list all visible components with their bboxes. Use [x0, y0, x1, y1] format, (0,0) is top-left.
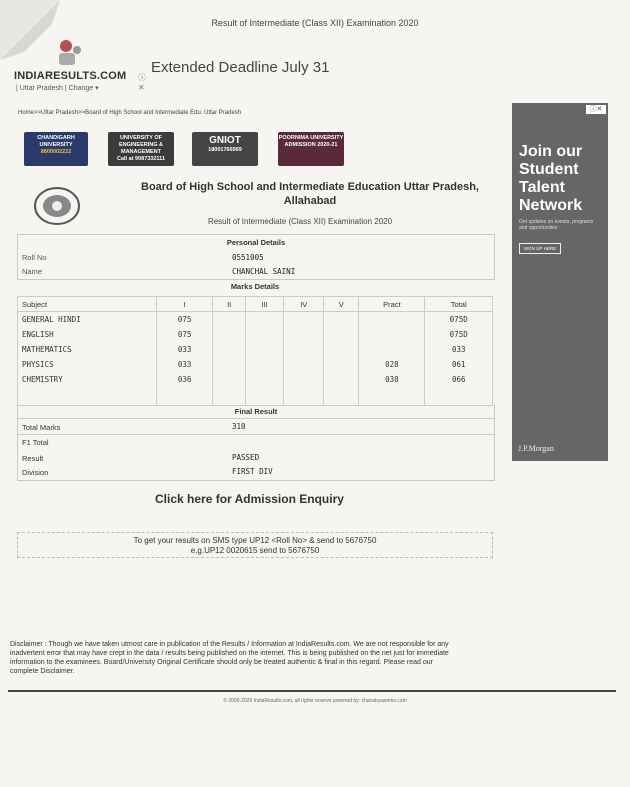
- marks-table: [17, 296, 493, 406]
- col-i: I: [157, 297, 213, 312]
- up-board-emblem: [32, 186, 82, 226]
- mark-cell: [284, 357, 324, 372]
- banner-phone: Call at 9087332111: [116, 156, 165, 162]
- table-row: [18, 357, 493, 372]
- mark-cell: [284, 372, 324, 387]
- change-link[interactable]: Change ▾: [68, 85, 99, 92]
- mark-cell: [213, 342, 246, 357]
- board-title: Board of High School and Intermediate Education Uttar Pradesh,: [141, 181, 479, 193]
- col-subject: Subject: [18, 297, 157, 312]
- table-row: [18, 342, 493, 357]
- mark-cell: [246, 357, 284, 372]
- mark-cell: [213, 357, 246, 372]
- banner-uem[interactable]: [108, 132, 174, 166]
- personal-details-heading: Personal Details: [226, 238, 286, 247]
- pract-cell: [359, 327, 425, 342]
- ad-signup-button[interactable]: SIGN UP HERE: [519, 243, 561, 254]
- mark-cell: 075: [157, 312, 213, 328]
- mark-cell: [284, 327, 324, 342]
- mark-cell: 036: [157, 372, 213, 387]
- total-cell: 061: [425, 357, 493, 372]
- col-iii: III: [246, 297, 284, 312]
- table-row: [18, 372, 493, 387]
- mark-cell: [246, 327, 284, 342]
- col-ii: II: [213, 297, 246, 312]
- state-label: | Uttar Pradesh |: [16, 85, 67, 92]
- mark-cell: 033: [157, 357, 213, 372]
- col-total: Total: [425, 297, 493, 312]
- banner-phone: 8800002222: [40, 149, 72, 155]
- banner-title: CHANDIGARH UNIVERSITY: [37, 135, 75, 148]
- table-row: [18, 327, 493, 342]
- banner-title: GNIOT: [209, 135, 241, 146]
- info-icon[interactable]: ⓘ: [138, 73, 146, 82]
- state-selector[interactable]: [16, 84, 99, 92]
- banner-title: POORNIMA UNIVERSITY: [278, 135, 344, 141]
- table-filler-row: [18, 387, 493, 406]
- mark-cell: [324, 357, 359, 372]
- ad-close-icon[interactable]: ⓘ✕: [586, 105, 606, 114]
- personal-details-section: [17, 234, 495, 280]
- footer-copyright: © 2000-2020 IndiaResults.com, all rights reserve powered by: chanakyaworks.com: [223, 698, 407, 704]
- division-value: FIRST DIV: [232, 467, 273, 476]
- name-value: CHANCHAL SAINI: [232, 267, 296, 276]
- col-v: V: [324, 297, 359, 312]
- subject-cell: CHEMISTRY: [18, 372, 157, 387]
- mark-cell: [213, 327, 246, 342]
- mark-cell: [324, 342, 359, 357]
- total-cell: 075D: [425, 327, 493, 342]
- breadcrumb[interactable]: Home>>Uttar Pradesh>>Board of High School and Intermediate Edu. Uttar Pradesh: [18, 110, 242, 116]
- marks-details-heading: Marks Details: [230, 282, 280, 291]
- ad-choices-icons[interactable]: [138, 73, 146, 93]
- pract-cell: 028: [359, 357, 425, 372]
- table-header-row: [18, 297, 493, 312]
- admission-enquiry-link[interactable]: Click here for Admission Enquiry: [155, 492, 344, 506]
- col-pract: Pract: [359, 297, 425, 312]
- student-network-ad[interactable]: [512, 103, 608, 461]
- f1-total-label: F1 Total: [22, 438, 49, 447]
- sms-line-1: To get your results on SMS type UP12 <Roll No> & send to 5676750: [133, 536, 377, 545]
- board-city: Allahabad: [283, 195, 337, 207]
- total-cell: 075D: [425, 312, 493, 328]
- result-label: Result: [22, 454, 44, 463]
- sms-line-2: e.g.UP12 0020615 send to 5676750: [190, 546, 320, 555]
- banner-chandigarh-university[interactable]: [24, 132, 88, 166]
- board-name: [110, 180, 510, 208]
- name-label: Name: [22, 267, 43, 276]
- mark-cell: [213, 312, 246, 328]
- page-corner-fold: [0, 0, 60, 60]
- final-result-section: [17, 404, 495, 481]
- divider: [18, 434, 494, 435]
- result-subtitle: Result of Intermediate (Class XII) Examination 2020: [207, 217, 393, 226]
- ad-description: Get updates on events, programs and opportunities: [519, 219, 594, 231]
- subject-cell: PHYSICS: [18, 357, 157, 372]
- ad-brand: J.P.Morgan: [518, 444, 554, 453]
- subject-cell: GENERAL HINDI: [18, 312, 157, 328]
- mark-cell: 033: [157, 342, 213, 357]
- ad-title-line: Talent: [519, 179, 565, 196]
- banner-gniot[interactable]: [192, 132, 258, 166]
- col-iv: IV: [284, 297, 324, 312]
- mark-cell: 075: [157, 327, 213, 342]
- mark-cell: [284, 312, 324, 328]
- disclaimer-text: Disclaimer : Though we have taken utmost care in publication of the Results / Information at IndiaResults.com. We are not responsible for any inadvertent error that may have crept in the data / results being published on the internet. This is being published on the net just for immediate information to the examinees. Board/University Original Certificate should only be treated authentic & final in this regard. Please read our complete Disclaimer.: [10, 641, 449, 675]
- ad-title-line: Student: [519, 161, 579, 178]
- mark-cell: [284, 342, 324, 357]
- roll-no-label: Roll No: [22, 253, 47, 262]
- footer-divider: [8, 690, 616, 692]
- mark-cell: [324, 312, 359, 328]
- total-cell: 033: [425, 342, 493, 357]
- mark-cell: [213, 372, 246, 387]
- mark-cell: [246, 372, 284, 387]
- mark-cell: [246, 312, 284, 328]
- pract-cell: 030: [359, 372, 425, 387]
- banner-title: UNIVERSITY OF ENGINEERING & MANAGEMENT: [118, 135, 163, 155]
- print-header-title: Result of Intermediate (Class XII) Examination 2020: [211, 18, 419, 28]
- pract-cell: [359, 312, 425, 328]
- sms-instructions: [17, 532, 493, 558]
- site-name: INDIARESULTS.COM: [14, 70, 127, 82]
- ad-title-line: Network: [519, 197, 583, 214]
- subject-cell: ENGLISH: [18, 327, 157, 342]
- mark-cell: [246, 342, 284, 357]
- pract-cell: [359, 342, 425, 357]
- banner-poornima[interactable]: [278, 132, 344, 166]
- mark-cell: [324, 372, 359, 387]
- roll-no-value: 0551005: [232, 253, 264, 262]
- final-result-heading: Final Result: [234, 407, 278, 416]
- banner-phone: ADMISSION 2020-21: [284, 142, 338, 148]
- result-value: PASSED: [232, 453, 260, 462]
- division-label: Division: [22, 468, 49, 477]
- banner-phone: 18001766969: [208, 147, 242, 153]
- graduate-icon: [56, 38, 82, 66]
- subject-cell: MATHEMATICS: [18, 342, 157, 357]
- total-marks-label: Total Marks: [22, 423, 61, 432]
- close-icon[interactable]: ✕: [138, 83, 145, 92]
- total-marks-value: 310: [232, 422, 246, 431]
- divider: [18, 418, 494, 419]
- ad-title-line: Join our: [519, 143, 583, 160]
- total-cell: 066: [425, 372, 493, 387]
- mark-cell: [324, 327, 359, 342]
- table-row: [18, 312, 493, 328]
- ad-title: [519, 143, 582, 215]
- deadline-ad-text[interactable]: Extended Deadline July 31: [151, 59, 330, 76]
